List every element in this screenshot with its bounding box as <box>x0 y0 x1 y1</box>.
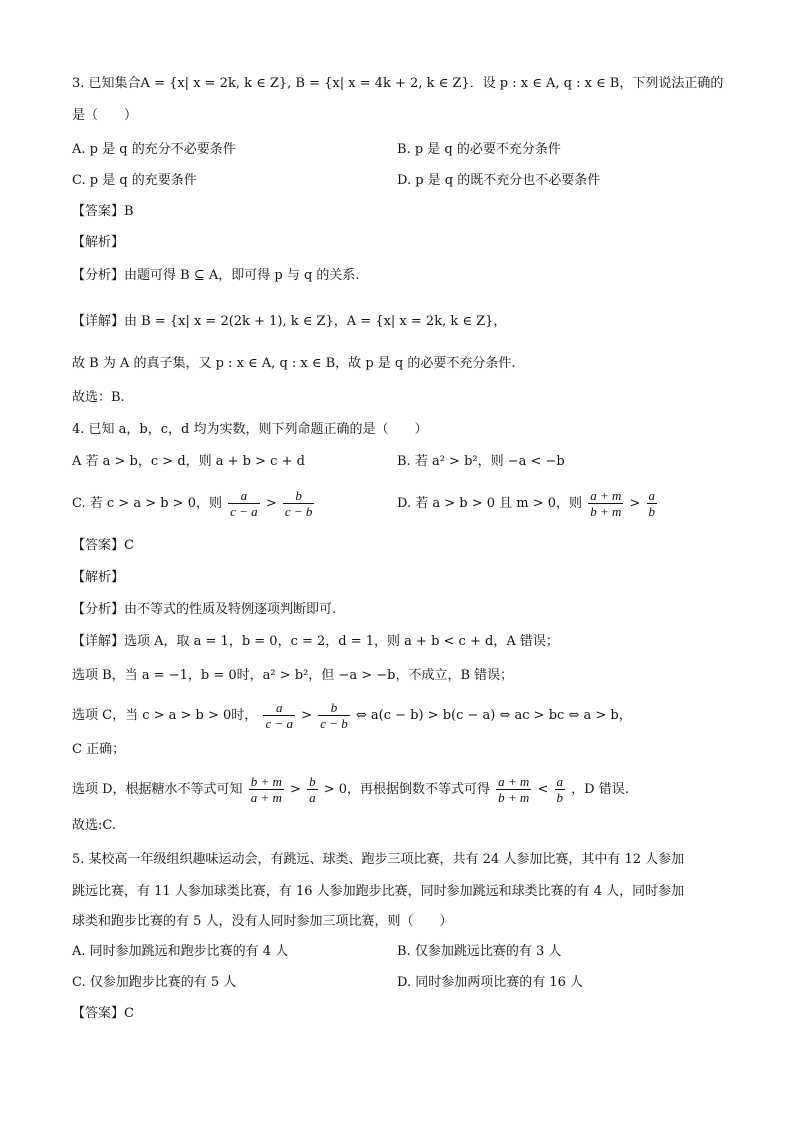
q4-detail-b: 选项 B，当 a = −1，b = 0时，a² > b²，但 −a > −b，不成立，B 错误； <box>72 668 514 683</box>
numerator: b <box>318 700 350 716</box>
denominator: c − b <box>320 716 348 731</box>
q4-option-c <box>72 488 316 519</box>
q4-detail-d-end: ，D 错误. <box>571 782 629 797</box>
numerator: a + m <box>498 774 530 789</box>
fraction <box>496 774 531 805</box>
denominator: c − b <box>284 504 313 519</box>
operator: > <box>265 496 277 511</box>
q3-option-b: B. p 是 q 的必要不充分条件 <box>397 142 561 157</box>
q3-choice: 故选：B. <box>72 390 125 405</box>
q4-option-d-text: D. 若 a > b > 0 且 m > 0，则 <box>397 496 583 511</box>
fraction <box>588 488 623 519</box>
operator: < <box>537 782 549 797</box>
fraction <box>249 774 284 805</box>
fraction <box>555 774 566 805</box>
q3-analysis: 【分析】由题可得 B ⊆ A，即可得 p 与 q 的关系. <box>72 268 360 283</box>
q4-analysis: 【分析】由不等式的性质及特例逐项判断即可. <box>72 602 337 617</box>
denominator: b + m <box>498 790 530 805</box>
numerator: a <box>556 774 563 789</box>
denominator: a <box>309 790 316 805</box>
denominator: c − a <box>265 716 293 731</box>
q4-detail-d <box>72 774 629 805</box>
operator: > <box>629 496 641 511</box>
operator: > <box>290 782 301 797</box>
denominator: b + m <box>590 504 622 519</box>
q4-option-d <box>397 488 659 519</box>
operator: > <box>301 708 313 723</box>
numerator: a <box>648 488 656 503</box>
numerator: a <box>228 488 260 504</box>
fraction <box>307 774 318 805</box>
q4-detail-c <box>72 700 632 731</box>
q4-choice: 故选:C. <box>72 818 116 833</box>
q5-option-d: D. 同时参加两项比赛的有 16 人 <box>397 975 584 990</box>
q5-option-c: C. 仅参加跑步比赛的有 5 人 <box>72 975 237 990</box>
q5-answer: 【答案】C <box>72 1006 134 1021</box>
fraction <box>647 488 658 519</box>
q3-option-a: A. p 是 q 的充分不必要条件 <box>72 142 236 157</box>
q5-option-b: B. 仅参加跳远比赛的有 3 人 <box>397 944 562 959</box>
q4-jiexi-heading: 【解析】 <box>72 570 125 585</box>
q4-option-c-text: C. 若 c > a > b > 0，则 <box>72 496 222 511</box>
q4-stem: 4. 已知 a，b，c，d 均为实数，则下列命题正确的是（ ） <box>72 422 428 437</box>
numerator: a <box>263 700 295 716</box>
denominator: b <box>556 790 563 805</box>
denominator: a + m <box>250 790 282 805</box>
q4-detail-c-cont: C 正确； <box>72 742 126 757</box>
q5-stem-line2: 跳远比赛，有 11 人参加球类比赛，有 16 人参加跑步比赛，同时参加跳远和球类比赛的有 4 人，同时参加 <box>72 884 685 899</box>
numerator: b <box>309 774 316 789</box>
q5-stem-line1: 5. 某校高一年级组织趣味运动会，有跳远、球类、跑步三项比赛，共有 24 人参加比赛，其中有 12 人参加 <box>72 852 685 867</box>
q3-detail: 【详解】由 B = {x| x = 2(2k + 1), k ∈ Z}，A = {x| x = 2k, k ∈ Z}， <box>72 314 507 329</box>
q3-option-d: D. p 是 q 的既不充分也不必要条件 <box>397 173 601 188</box>
q5-stem-line3: 球类和跑步比赛的有 5 人，没有人同时参加三项比赛，则（ ） <box>72 914 453 929</box>
numerator: b + m <box>250 774 282 789</box>
q5-option-a: A. 同时参加跳远和跑步比赛的有 4 人 <box>72 944 289 959</box>
q3-detail-cont: 故 B 为 A 的真子集，又 p : x ∈ A, q : x ∈ B，故 p 是 q 的必要不充分条件. <box>72 356 516 371</box>
q4-option-b: B. 若 a² > b²，则 −a < −b <box>397 454 565 469</box>
q4-detail-c-chain: ⇔ a(c − b) > b(c − a) ⇔ ac > bc ⇔ a > b， <box>355 708 632 723</box>
q3-jiexi-heading: 【解析】 <box>72 235 125 250</box>
denominator: b <box>648 504 656 519</box>
q4-detail-a: 【详解】选项 A，取 a = 1，b = 0，c = 2，d = 1，则 a + b < c + d，A 错误； <box>72 634 559 649</box>
q3-stem: 3. 已知集合A = {x| x = 2k, k ∈ Z}, B = {x| x = 4k + 2, k ∈ Z}．设 p : x ∈ A, q : x ∈ B，下列说法正确的 <box>72 76 724 91</box>
numerator: a + m <box>590 488 622 503</box>
fraction <box>228 488 260 519</box>
q3-answer: 【答案】B <box>72 204 134 219</box>
fraction <box>318 700 350 731</box>
denominator: c − a <box>230 504 258 519</box>
numerator: b <box>283 488 315 504</box>
fraction <box>263 700 295 731</box>
q4-answer: 【答案】C <box>72 538 134 553</box>
q4-detail-d-text: 选项 D，根据糖水不等式可知 <box>72 782 243 797</box>
q4-option-a: A 若 a > b，c > d，则 a + b > c + d <box>72 454 305 469</box>
q4-detail-c-text: 选项 C，当 c > a > b > 0时， <box>72 708 258 723</box>
q3-stem-cont: 是（ ） <box>72 108 138 123</box>
fraction <box>283 488 315 519</box>
q4-detail-d-mid: > 0，再根据倒数不等式可得 <box>323 782 490 797</box>
q3-option-c: C. p 是 q 的充要条件 <box>72 173 197 188</box>
